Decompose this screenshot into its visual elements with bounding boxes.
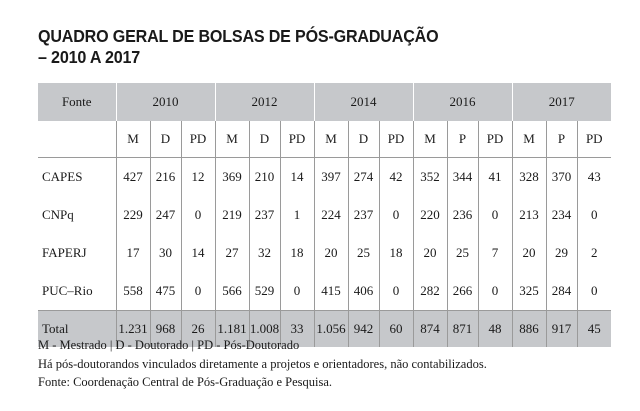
scholarship-table <box>38 83 611 347</box>
table-cell: 397 <box>314 158 348 197</box>
subheader-cell: PD <box>478 121 512 158</box>
table-cell: 20 <box>314 234 348 272</box>
table-cell: 369 <box>215 158 249 197</box>
table-cell: 27 <box>215 234 249 272</box>
table-cell: 415 <box>314 272 348 311</box>
title-line-2: – 2010 A 2017 <box>38 47 141 67</box>
row-label: Total <box>38 311 116 348</box>
table-row <box>38 158 611 197</box>
table-cell: 224 <box>314 196 348 234</box>
table-cell: 0 <box>478 196 512 234</box>
table-cell: 7 <box>478 234 512 272</box>
row-label: CNPq <box>42 207 74 222</box>
table-cell: 282 <box>413 272 447 311</box>
remark-note: Há pós-doutorandos vinculados diretamente a projetos e orientadores, não contabilizados. <box>38 356 487 371</box>
table-cell: 216 <box>150 158 181 197</box>
table-cell: 48 <box>478 311 512 348</box>
table-cell: 1.008 <box>249 311 280 348</box>
row-label: CAPES <box>42 169 83 184</box>
table-cell: 0 <box>379 272 413 311</box>
table-cell: 45 <box>577 311 611 348</box>
year-header: 2012 <box>215 83 314 121</box>
row-label: FAPERJ <box>42 245 87 260</box>
table-cell: 25 <box>447 234 478 272</box>
year-header: 2010 <box>116 83 215 121</box>
subheader-cell: PD <box>181 121 215 158</box>
table-cell: 41 <box>478 158 512 197</box>
table-cell: 1 <box>280 196 314 234</box>
table-cell: 20 <box>413 234 447 272</box>
table-row <box>38 196 611 234</box>
subheader-cell: M <box>512 121 546 158</box>
subheader-cell: PD <box>379 121 413 158</box>
subheader-cell: D <box>249 121 280 158</box>
table-cell: 33 <box>280 311 314 348</box>
year-header: 2016 <box>413 83 512 121</box>
table-cell: 328 <box>512 158 546 197</box>
table-cell: 942 <box>348 311 379 348</box>
table-cell: 566 <box>215 272 249 311</box>
subheader-cell: PD <box>280 121 314 158</box>
table-cell: 20 <box>512 234 546 272</box>
table-cell: 18 <box>280 234 314 272</box>
table-cell: 427 <box>116 158 150 197</box>
subheader-cell: D <box>348 121 379 158</box>
subheader-blank <box>38 121 116 158</box>
table-cell: 558 <box>116 272 150 311</box>
table-cell: 406 <box>348 272 379 311</box>
table-cell: 266 <box>447 272 478 311</box>
table-cell: 247 <box>150 196 181 234</box>
subheader-cell: P <box>546 121 577 158</box>
table-cell: 210 <box>249 158 280 197</box>
table-cell: 325 <box>512 272 546 311</box>
table-notes <box>38 336 487 392</box>
table-cell: 32 <box>249 234 280 272</box>
table-cell: 213 <box>512 196 546 234</box>
table-cell: 874 <box>413 311 447 348</box>
year-header-row <box>38 83 611 121</box>
table-cell: 529 <box>249 272 280 311</box>
table-cell: 17 <box>116 234 150 272</box>
subheader-cell: M <box>413 121 447 158</box>
table-cell: 0 <box>181 196 215 234</box>
table-cell: 0 <box>577 272 611 311</box>
table-cell: 237 <box>249 196 280 234</box>
subheader-cell: M <box>215 121 249 158</box>
legend-note: M - Mestrado | D - Doutorado | PD - Pós-Doutorado <box>38 338 300 352</box>
subheader-cell: M <box>116 121 150 158</box>
table-cell: 26 <box>181 311 215 348</box>
table-cell: 917 <box>546 311 577 348</box>
row-label: PUC–Rio <box>42 283 93 298</box>
title-line-1: QUADRO GERAL DE BOLSAS DE PÓS-GRADUAÇÃO <box>38 26 439 46</box>
table-cell: 14 <box>181 234 215 272</box>
table-cell: 284 <box>546 272 577 311</box>
table-cell: 475 <box>150 272 181 311</box>
source-note: Fonte: Coordenação Central de Pós-Graduação e Pesquisa. <box>38 375 333 389</box>
table-cell: 236 <box>447 196 478 234</box>
table-cell: 0 <box>577 196 611 234</box>
year-header: 2017 <box>512 83 611 121</box>
table-cell: 1.231 <box>116 311 150 348</box>
table-cell: 1.181 <box>215 311 249 348</box>
table-cell: 30 <box>150 234 181 272</box>
table-cell: 234 <box>546 196 577 234</box>
table-cell: 229 <box>116 196 150 234</box>
table-cell: 1.056 <box>314 311 348 348</box>
table-cell: 14 <box>280 158 314 197</box>
table-cell: 220 <box>413 196 447 234</box>
fonte-header: Fonte <box>38 83 116 121</box>
table-cell: 43 <box>577 158 611 197</box>
table-cell: 370 <box>546 158 577 197</box>
table-cell: 25 <box>348 234 379 272</box>
table-cell: 60 <box>379 311 413 348</box>
table-cell: 274 <box>348 158 379 197</box>
table-cell: 2 <box>577 234 611 272</box>
subheader-cell: P <box>447 121 478 158</box>
table-row <box>38 272 611 311</box>
subheader-cell: PD <box>577 121 611 158</box>
table-cell: 18 <box>379 234 413 272</box>
table-cell: 344 <box>447 158 478 197</box>
table-cell: 219 <box>215 196 249 234</box>
table-cell: 0 <box>379 196 413 234</box>
table-title <box>38 26 438 68</box>
table-cell: 0 <box>181 272 215 311</box>
subheader-cell: M <box>314 121 348 158</box>
table-cell: 968 <box>150 311 181 348</box>
table-cell: 871 <box>447 311 478 348</box>
table-cell: 42 <box>379 158 413 197</box>
year-header: 2014 <box>314 83 413 121</box>
table-cell: 237 <box>348 196 379 234</box>
subheader-row <box>38 121 611 158</box>
table-cell: 12 <box>181 158 215 197</box>
table-cell: 352 <box>413 158 447 197</box>
table-cell: 0 <box>280 272 314 311</box>
table-cell: 886 <box>512 311 546 348</box>
table-cell: 29 <box>546 234 577 272</box>
table-row <box>38 234 611 272</box>
subheader-cell: D <box>150 121 181 158</box>
table-cell: 0 <box>478 272 512 311</box>
